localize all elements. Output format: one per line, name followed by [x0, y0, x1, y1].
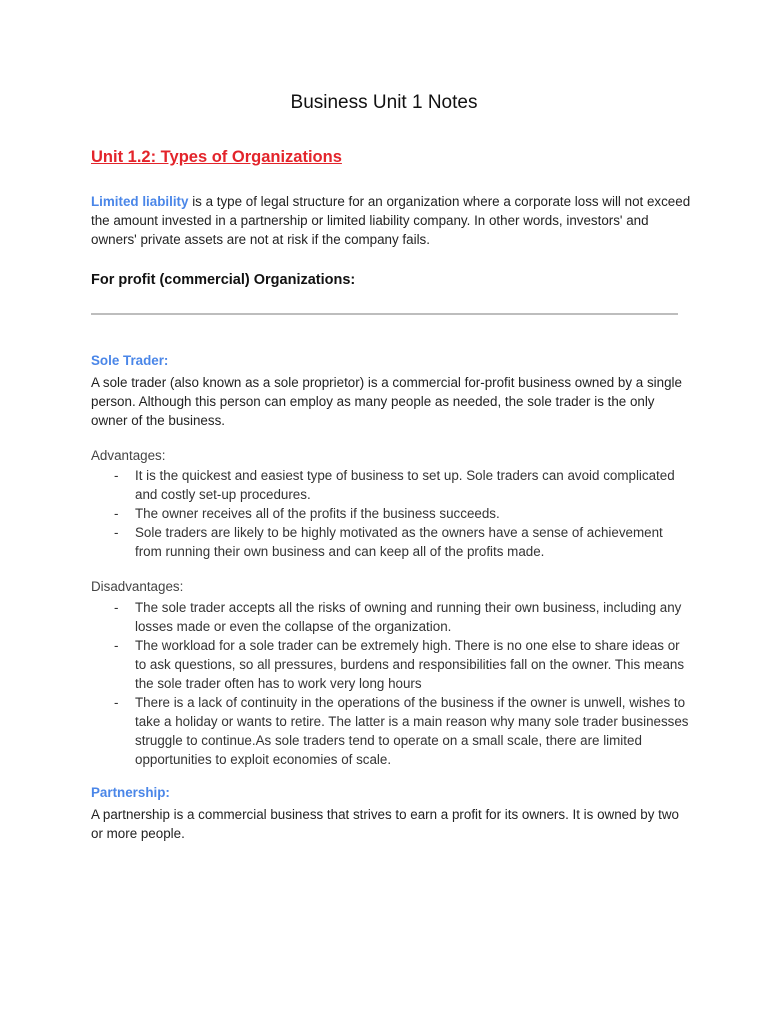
horizontal-divider	[91, 313, 678, 315]
bullet-dash: -	[114, 695, 119, 710]
list-item: - The owner receives all of the profits if the business succeeds.	[114, 506, 500, 521]
disadvantages-label: Disadvantages:	[91, 579, 184, 594]
disadvantages-list	[91, 598, 691, 769]
limited-liability-paragraph	[91, 192, 691, 249]
bullet-dash: -	[114, 600, 119, 615]
list-item: - It is the quickest and easiest type of business to set up. Sole traders can avoid complicated and costly set-up procedures.	[114, 468, 675, 502]
list-item: - Sole traders are likely to be highly motivated as the owners have a sense of achievement from running their own business and can keep all of the profits made.	[114, 525, 663, 559]
unit-heading: Unit 1.2: Types of Organizations	[91, 148, 342, 166]
partnership-description: A partnership is a commercial business that strives to earn a profit for its owners. It is owned by two or more people.	[91, 807, 679, 841]
page-title: Business Unit 1 Notes	[290, 92, 478, 113]
list-item: - The sole trader accepts all the risks of owning and running their own business, including any losses made or even the collapse of the organization.	[114, 600, 682, 634]
bullet-dash: -	[114, 638, 119, 653]
partnership-title: Partnership:	[91, 785, 170, 800]
bullet-dash: -	[114, 468, 119, 483]
bullet-dash: -	[114, 506, 119, 521]
sole-trader-title: Sole Trader:	[91, 353, 169, 368]
advantages-list	[91, 466, 691, 561]
limited-liability-term: Limited liability	[91, 194, 189, 209]
list-item: - The workload for a sole trader can be extremely high. There is no one else to share ideas or to ask questions, so all pressures, burdens and responsibilities fall on the owner. This means the sole trader often has to work very long hours	[114, 638, 685, 691]
list-item: - There is a lack of continuity in the operations of the business if the owner is unwell, wishes to take a holiday or wants to retire. The latter is a main reason why many sole trader businesses struggle to continue.As sole traders tend to operate on a small scale, there are limited opportunities to exploit economies of scale.	[114, 695, 689, 767]
for-profit-heading: For profit (commercial) Organizations:	[91, 272, 356, 288]
limited-liability-text: is a type of legal structure for an organization where a corporate loss will not exceed the amount invested in a partnership or limited liability company. In other words, investors' and owners' private assets are not at risk if the company fails.	[91, 194, 691, 247]
advantages-label: Advantages:	[91, 448, 166, 463]
sole-trader-description: A sole trader (also known as a sole proprietor) is a commercial for-profit business owned by a single person. Although this person can employ as many people as needed, the sole trader is the only owner of the business.	[91, 375, 682, 428]
bullet-dash: -	[114, 525, 119, 540]
